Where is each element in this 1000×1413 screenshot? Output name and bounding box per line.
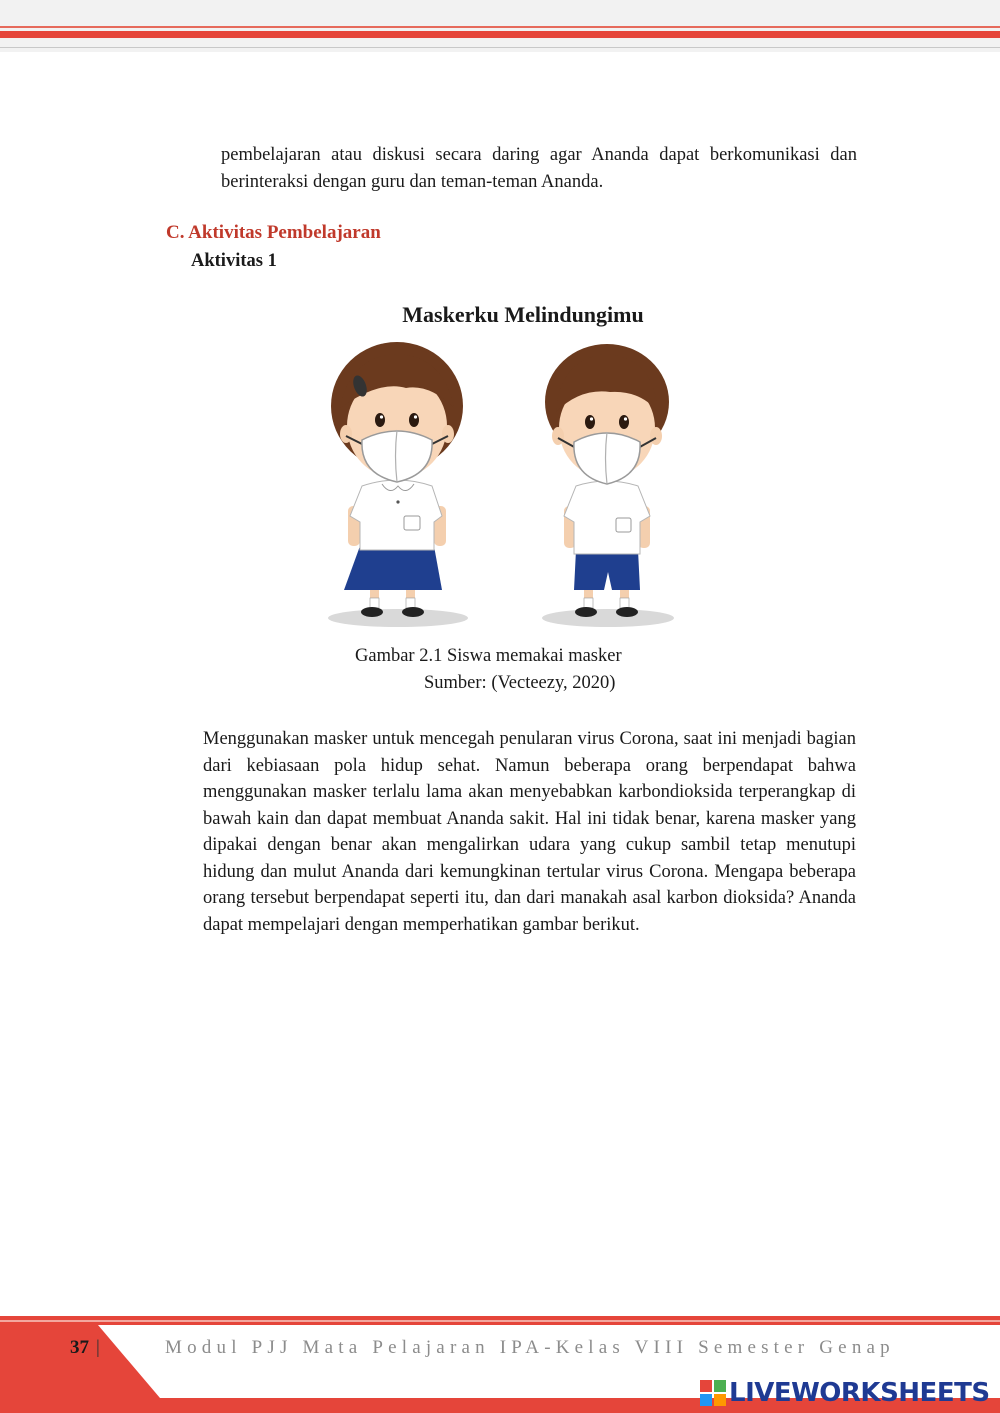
header-rule-grey [0, 47, 1000, 48]
figure-caption: Gambar 2.1 Siswa memakai masker [355, 646, 622, 666]
intro-paragraph: pembelajaran atau diskusi secara daring agar Ananda dapat berkomunikasi dan berinteraksi dengan guru dan teman-teman Ananda. [221, 145, 857, 192]
page-number: 37 [70, 1337, 89, 1358]
liveworksheets-watermark: LIVEWORKSHEETS [729, 1378, 990, 1408]
boy-shadow [542, 609, 674, 627]
figure-title: Maskerku Melindungimu [402, 302, 644, 327]
header-rule-thick [0, 31, 1000, 38]
activity-heading: Aktivitas 1 [191, 251, 277, 271]
footer-module-title: Modul PJJ Mata Pelajaran IPA-Kelas VIII Semester Genap [165, 1337, 895, 1358]
girl-shadow [328, 609, 468, 627]
boy-figure [545, 344, 669, 617]
liveworksheets-mark-icon [700, 1380, 726, 1406]
page-number-separator: | [96, 1337, 100, 1358]
students-wearing-masks-illustration [310, 336, 690, 636]
main-paragraph: Menggunakan masker untuk mencegah penularan virus Corona, saat ini menjadi bagian dari kebiasaan pola hidup sehat. Namun beberapa orang berpendapat bahwa menggunakan masker terlalu lama akan menyebabkan karbondioksida terperangkap di bawah kain dan dapat membuat Ananda sakit. Hal ini tidak benar, karena masker yang dipakai dengan benar akan mengalirkan udara yang cukup sambil tetap menutupi hidung dan mulut Ananda dari kemungkinan tertular virus Corona. Mengapa beberapa orang tersebut berpendapat seperti itu, dan dari manakah asal karbon dioksida? Ananda dapat mempelajari dengan memperhatikan gambar berikut. [203, 729, 856, 935]
liveworksheets-logo [700, 1378, 990, 1408]
header-rule-thin [0, 26, 1000, 28]
figure-source: Sumber: (Vecteezy, 2020) [424, 673, 616, 693]
section-heading: C. Aktivitas Pembelajaran [166, 222, 381, 243]
girl-figure [331, 342, 463, 617]
